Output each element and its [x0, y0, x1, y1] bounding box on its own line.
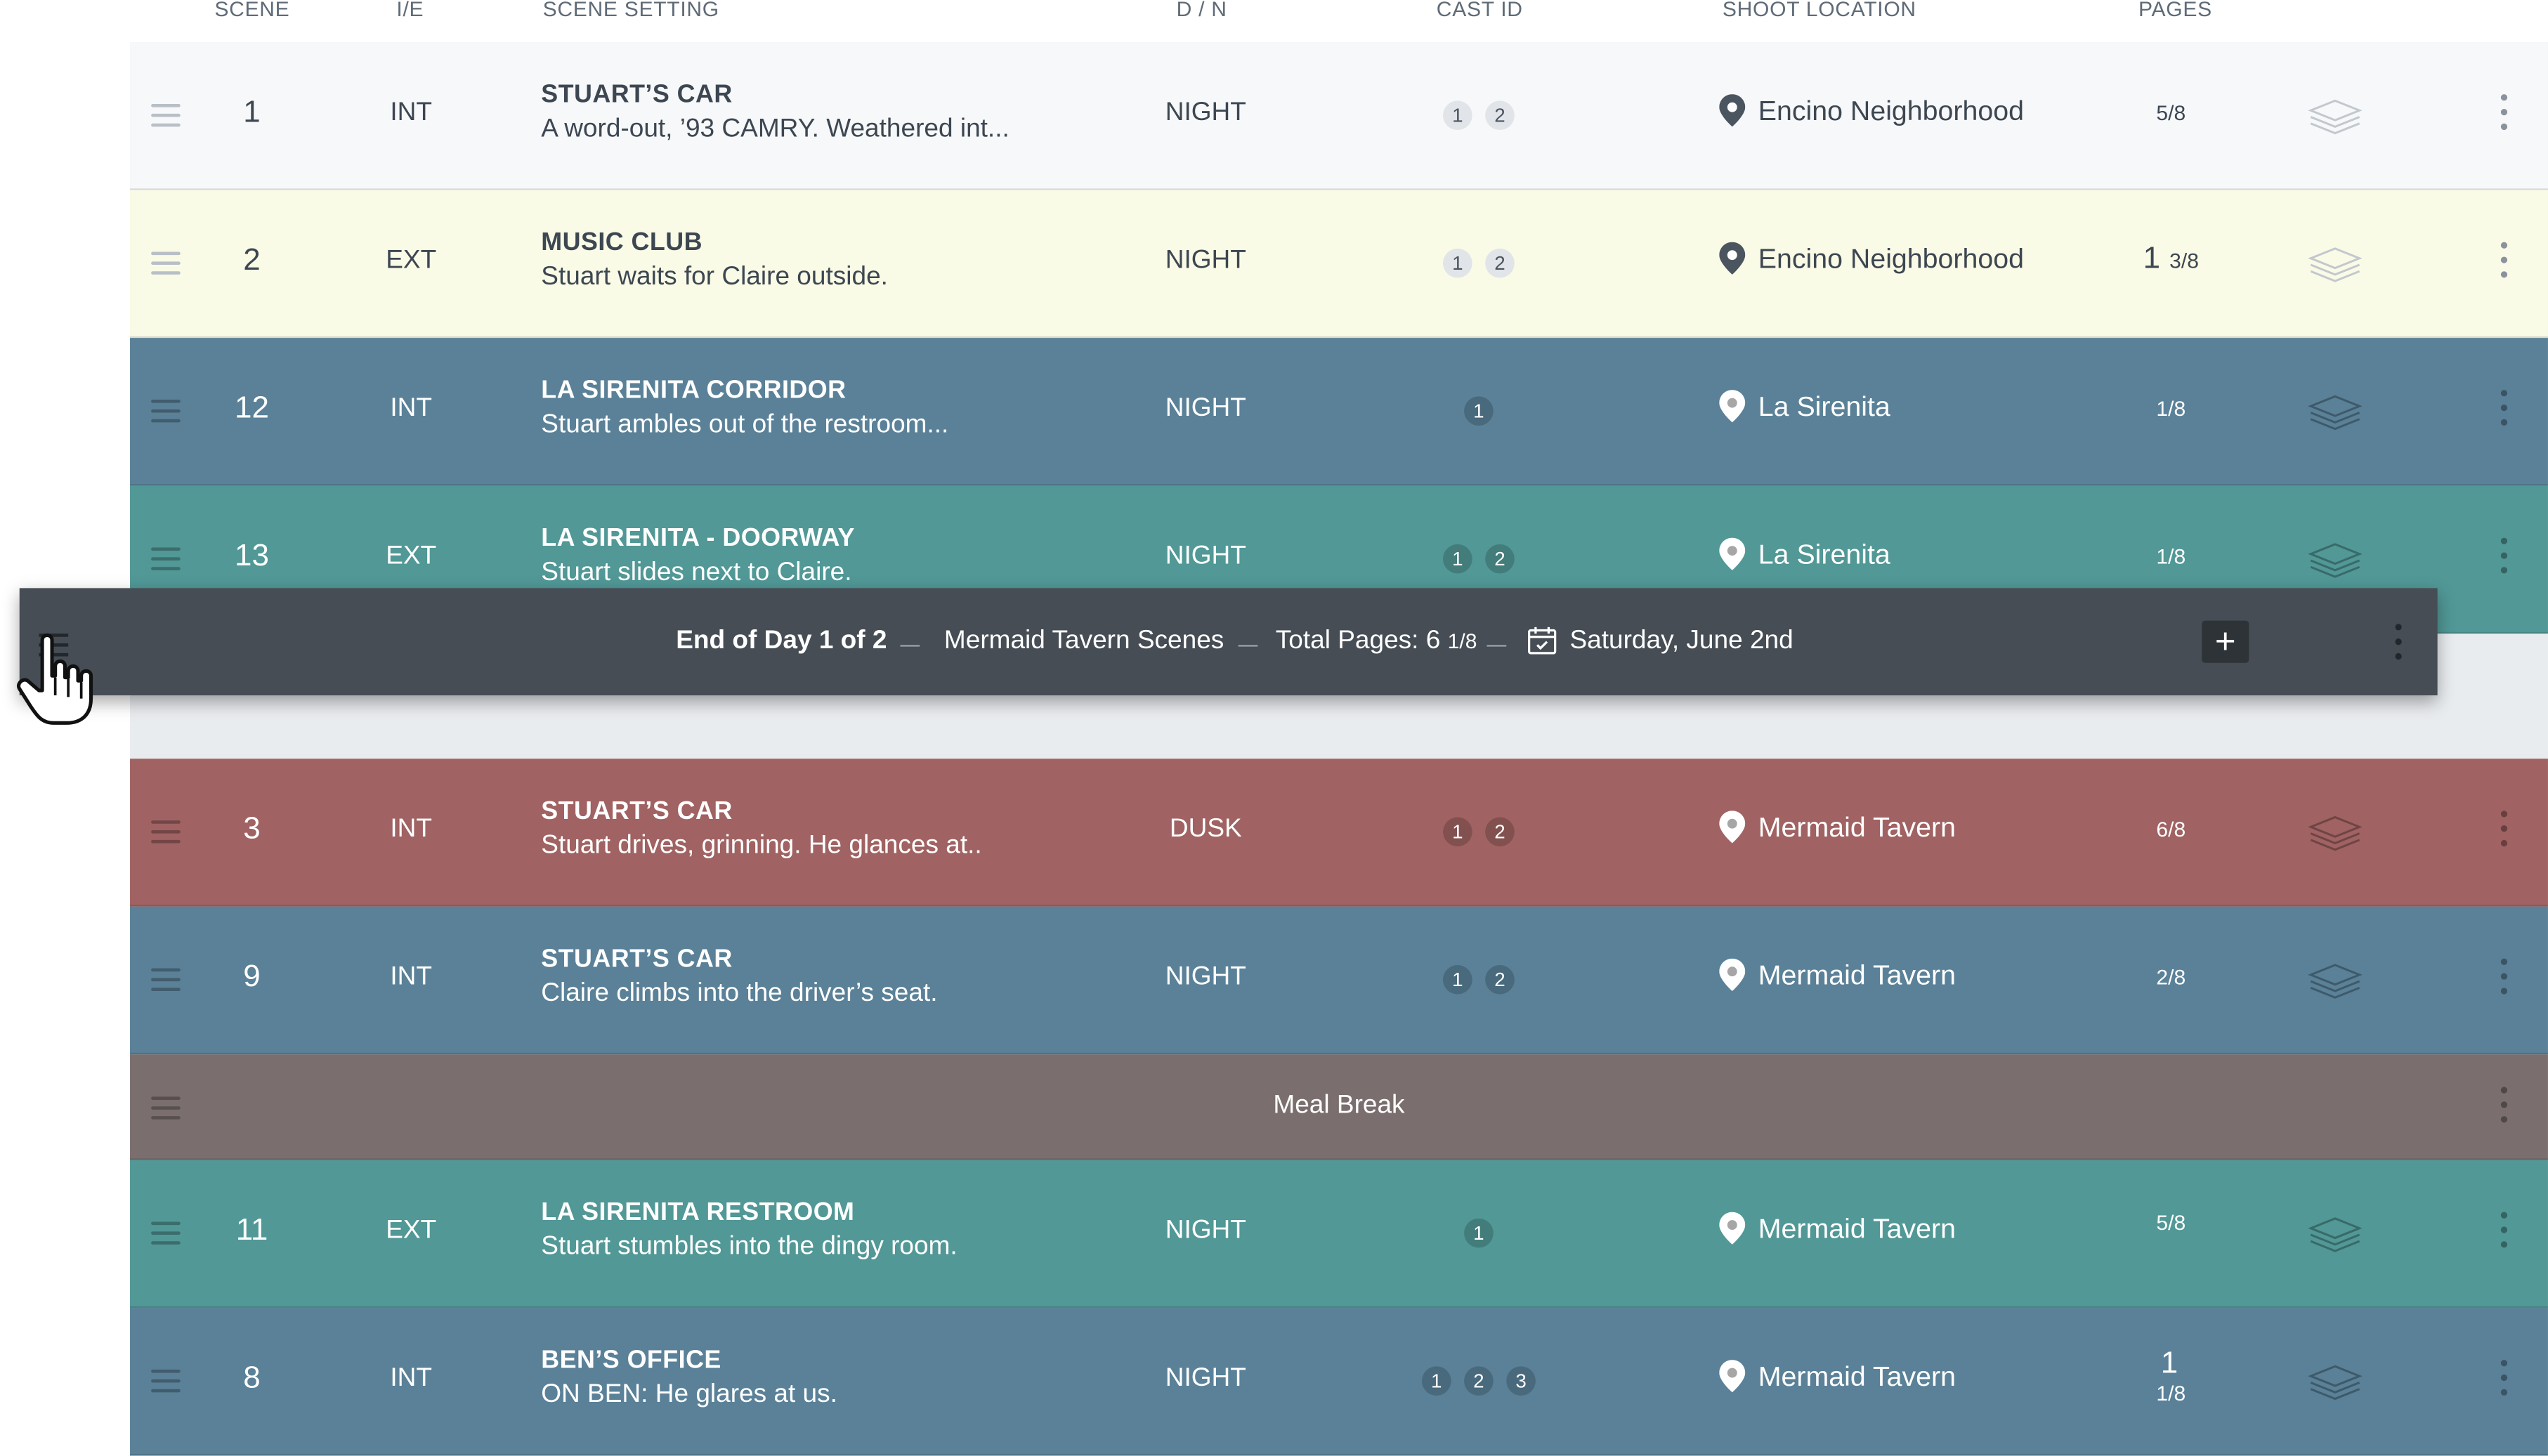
- drag-handle-icon[interactable]: [151, 1221, 181, 1244]
- location-name: Encino Neighborhood: [1758, 243, 2025, 275]
- scene-title: STUART’S CAR: [541, 797, 733, 826]
- map-pin-icon: [1719, 960, 1758, 991]
- scene-setting: [541, 377, 948, 440]
- scene-setting: [541, 1199, 957, 1262]
- int-ext: INT: [390, 99, 433, 127]
- scene-description: Stuart stumbles into the dingy room.: [541, 1233, 958, 1261]
- more-vertical-icon[interactable]: [2500, 390, 2509, 432]
- cast-id-badge[interactable]: 2: [1485, 249, 1515, 278]
- layers-icon[interactable]: [2308, 1215, 2363, 1254]
- cast-id-badge[interactable]: 2: [1485, 817, 1515, 846]
- shoot-location[interactable]: [1719, 390, 1890, 424]
- cast-ids: [1413, 396, 1543, 426]
- scene-description: A word-out, ’93 CAMRY. Weathered int...: [541, 115, 1010, 143]
- scene-number: 13: [235, 539, 269, 574]
- scene-row[interactable]: [130, 1308, 2548, 1455]
- scene-setting: [541, 798, 981, 861]
- total-pages-label: Total Pages: 6: [1275, 627, 1441, 655]
- scene-description: Claire climbs into the driver’s seat.: [541, 979, 938, 1008]
- hand-pointer-cursor-icon: [13, 630, 98, 728]
- scene-description: ON BEN: He glares at us.: [541, 1381, 837, 1409]
- cast-id-badge[interactable]: 3: [1506, 1366, 1536, 1396]
- int-ext: INT: [390, 1365, 433, 1393]
- pages-cell: [2121, 100, 2221, 125]
- shoot-location[interactable]: [1719, 1360, 1956, 1394]
- drag-handle-icon[interactable]: [151, 969, 181, 991]
- map-pin-icon: [1719, 1214, 1758, 1245]
- cast-id-badge[interactable]: 1: [1422, 1366, 1451, 1396]
- scene-description: Stuart drives, grinning. He glances at..: [541, 832, 982, 860]
- day-night: NIGHT: [1165, 542, 1246, 570]
- scene-row[interactable]: [130, 907, 2548, 1054]
- map-pin-icon: [1719, 96, 1758, 126]
- shoot-location[interactable]: [1719, 94, 2024, 129]
- cast-id-badge[interactable]: 2: [1485, 965, 1515, 995]
- layers-icon[interactable]: [2308, 393, 2363, 433]
- scene-row[interactable]: [130, 338, 2548, 485]
- column-ie[interactable]: I/E: [396, 0, 424, 22]
- int-ext: EXT: [386, 542, 437, 570]
- scene-number: 1: [243, 96, 261, 131]
- location-name: La Sirenita: [1758, 391, 1890, 423]
- scene-title: STUART’S CAR: [541, 945, 733, 973]
- cast-id-badge[interactable]: 1: [1464, 1219, 1494, 1248]
- cast-ids: [1413, 965, 1543, 995]
- pages-cell: [2121, 544, 2221, 569]
- int-ext: EXT: [386, 247, 437, 275]
- cast-id-badge[interactable]: 2: [1485, 100, 1515, 130]
- scene-title: LA SIRENITA RESTROOM: [541, 1199, 855, 1227]
- meal-break-row[interactable]: [130, 1054, 2548, 1160]
- map-pin-icon: [1719, 244, 1758, 275]
- cast-ids: [1413, 100, 1543, 130]
- scene-number: 9: [243, 960, 261, 995]
- pages-fraction: 1/8: [2156, 1381, 2186, 1405]
- map-pin-icon: [1719, 813, 1758, 844]
- scene-setting: [541, 945, 937, 1009]
- day-night: NIGHT: [1165, 963, 1246, 991]
- scene-row[interactable]: [130, 190, 2548, 338]
- day-night: NIGHT: [1165, 1365, 1246, 1393]
- layers-icon[interactable]: [2308, 245, 2363, 284]
- add-button[interactable]: +: [2202, 621, 2249, 663]
- shoot-location[interactable]: [1719, 811, 1956, 845]
- column-header-row: [130, 0, 2548, 26]
- day-night: NIGHT: [1165, 247, 1246, 275]
- int-ext: EXT: [386, 1216, 437, 1245]
- layers-icon[interactable]: [2308, 98, 2363, 137]
- column-day-night[interactable]: D / N: [1176, 0, 1227, 22]
- pages-fraction: 6/8: [2156, 817, 2186, 842]
- more-vertical-icon[interactable]: [2500, 1212, 2509, 1254]
- cast-id-badge[interactable]: 1: [1443, 817, 1472, 846]
- drag-handle-icon[interactable]: [151, 1370, 181, 1392]
- location-name: Mermaid Tavern: [1758, 960, 1956, 991]
- day-night: NIGHT: [1165, 395, 1246, 423]
- scene-row[interactable]: [130, 42, 2548, 190]
- scene-row[interactable]: [130, 1160, 2548, 1308]
- location-name: Mermaid Tavern: [1758, 1361, 1956, 1393]
- pages-cell: [2121, 242, 2221, 278]
- column-pages[interactable]: PAGES: [2138, 0, 2212, 22]
- scene-setting: [541, 1347, 837, 1410]
- day-name: Mermaid Tavern Scenes: [943, 627, 1224, 655]
- scene-description: Stuart ambles out of the restroom...: [541, 411, 949, 439]
- more-vertical-icon[interactable]: [2500, 242, 2509, 284]
- more-vertical-icon[interactable]: [2500, 1360, 2509, 1402]
- shoot-location[interactable]: [1719, 538, 1890, 572]
- pages-whole: 1: [2143, 242, 2161, 277]
- scene-title: STUART’S CAR: [541, 81, 733, 109]
- more-vertical-icon[interactable]: [2500, 959, 2509, 1001]
- map-pin-icon: [1719, 539, 1758, 570]
- calendar-check-icon: [1526, 624, 1558, 664]
- scene-number: 3: [243, 812, 261, 847]
- cast-id-badge[interactable]: 2: [1464, 1366, 1494, 1396]
- scene-description: Stuart waits for Claire outside.: [541, 263, 888, 291]
- more-vertical-icon[interactable]: [2500, 811, 2509, 853]
- pages-whole: 1: [2160, 1346, 2178, 1382]
- layers-icon[interactable]: [2308, 541, 2363, 580]
- scene-setting: [541, 525, 855, 588]
- location-name: La Sirenita: [1758, 539, 1890, 570]
- pages-cell: [2121, 1209, 2221, 1238]
- scene-number: 8: [243, 1361, 261, 1396]
- day-end-banner[interactable]: [20, 588, 2438, 695]
- shoot-location[interactable]: [1719, 242, 2024, 277]
- pages-cell: [2121, 1346, 2221, 1408]
- location-name: Mermaid Tavern: [1758, 812, 1956, 844]
- cast-ids: [1413, 544, 1543, 574]
- pages-fraction: 3/8: [2169, 248, 2199, 273]
- cast-id-badge[interactable]: 1: [1443, 965, 1472, 995]
- int-ext: INT: [390, 815, 433, 844]
- pages-cell: [2121, 396, 2221, 421]
- scene-number: 12: [235, 391, 269, 426]
- shoot-location[interactable]: [1719, 1212, 1956, 1247]
- more-vertical-icon[interactable]: [2500, 1087, 2509, 1129]
- separator: [1239, 645, 1258, 646]
- column-scene[interactable]: SCENE: [214, 0, 290, 22]
- column-scene-setting[interactable]: SCENE SETTING: [542, 0, 719, 22]
- map-pin-icon: [1719, 391, 1758, 422]
- column-shoot-location[interactable]: SHOOT LOCATION: [1722, 0, 1916, 22]
- shoot-date[interactable]: Saturday, June 2nd: [1569, 627, 1794, 655]
- pages-fraction: 5/8: [2156, 100, 2186, 126]
- location-name: Encino Neighborhood: [1758, 96, 2025, 127]
- separator: [1487, 645, 1506, 646]
- scene-title: BEN’S OFFICE: [541, 1346, 721, 1375]
- pages-fraction: 2/8: [2156, 964, 2186, 990]
- day-end-label: End of Day 1 of 2: [676, 627, 887, 655]
- more-vertical-icon[interactable]: [2393, 624, 2403, 666]
- more-vertical-icon[interactable]: [2500, 94, 2509, 136]
- cast-ids: [1413, 1219, 1543, 1248]
- drag-handle-icon[interactable]: [151, 104, 181, 126]
- pages-cell: [2121, 817, 2221, 841]
- int-ext: INT: [390, 963, 433, 991]
- cast-id-badge[interactable]: 1: [1443, 100, 1472, 130]
- drag-handle-icon[interactable]: [151, 252, 181, 275]
- scene-setting: [541, 81, 1010, 145]
- scene-title: MUSIC CLUB: [541, 229, 703, 257]
- pages-fraction: 1/8: [2156, 544, 2186, 569]
- location-name: Mermaid Tavern: [1758, 1213, 1956, 1245]
- pages-cell: [2121, 965, 2221, 990]
- scene-title: LA SIRENITA CORRIDOR: [541, 376, 847, 405]
- drag-handle-icon[interactable]: [151, 548, 181, 570]
- pages-fraction: 1/8: [2156, 396, 2186, 421]
- cast-id-badge[interactable]: 1: [1464, 396, 1494, 426]
- scene-number: 11: [235, 1213, 268, 1248]
- int-ext: INT: [390, 395, 433, 423]
- meal-break-label: Meal Break: [1273, 1091, 1405, 1120]
- cast-id-badge[interactable]: 2: [1485, 544, 1515, 574]
- cast-ids: [1413, 1366, 1543, 1396]
- scene-title: LA SIRENITA - DOORWAY: [541, 525, 855, 553]
- day-night: NIGHT: [1165, 99, 1246, 127]
- scene-description: Stuart slides next to Claire.: [541, 558, 852, 587]
- cast-ids: [1413, 817, 1543, 846]
- drag-handle-icon[interactable]: [151, 400, 181, 422]
- day-night: DUSK: [1169, 815, 1242, 844]
- cast-id-badge[interactable]: 1: [1443, 544, 1472, 574]
- column-cast-id[interactable]: CAST ID: [1436, 0, 1523, 22]
- scene-number: 2: [243, 243, 261, 278]
- scene-setting: [541, 229, 888, 292]
- layers-icon[interactable]: [2308, 962, 2363, 1001]
- total-pages-fraction: 1/8: [1447, 629, 1477, 653]
- day-night: NIGHT: [1165, 1216, 1246, 1245]
- stripboard-table: [130, 42, 2548, 1455]
- total-pages: [1276, 627, 1477, 657]
- separator: [900, 645, 920, 646]
- layers-icon[interactable]: [2308, 814, 2363, 853]
- layers-icon[interactable]: [2308, 1363, 2363, 1403]
- scene-row[interactable]: [130, 759, 2548, 906]
- drag-handle-icon[interactable]: [151, 820, 181, 843]
- cast-ids: [1413, 249, 1543, 278]
- more-vertical-icon[interactable]: [2500, 538, 2509, 580]
- shoot-location[interactable]: [1719, 959, 1956, 993]
- pages-fraction: 5/8: [2156, 1210, 2186, 1235]
- cast-id-badge[interactable]: 1: [1443, 249, 1472, 278]
- map-pin-icon: [1719, 1361, 1758, 1392]
